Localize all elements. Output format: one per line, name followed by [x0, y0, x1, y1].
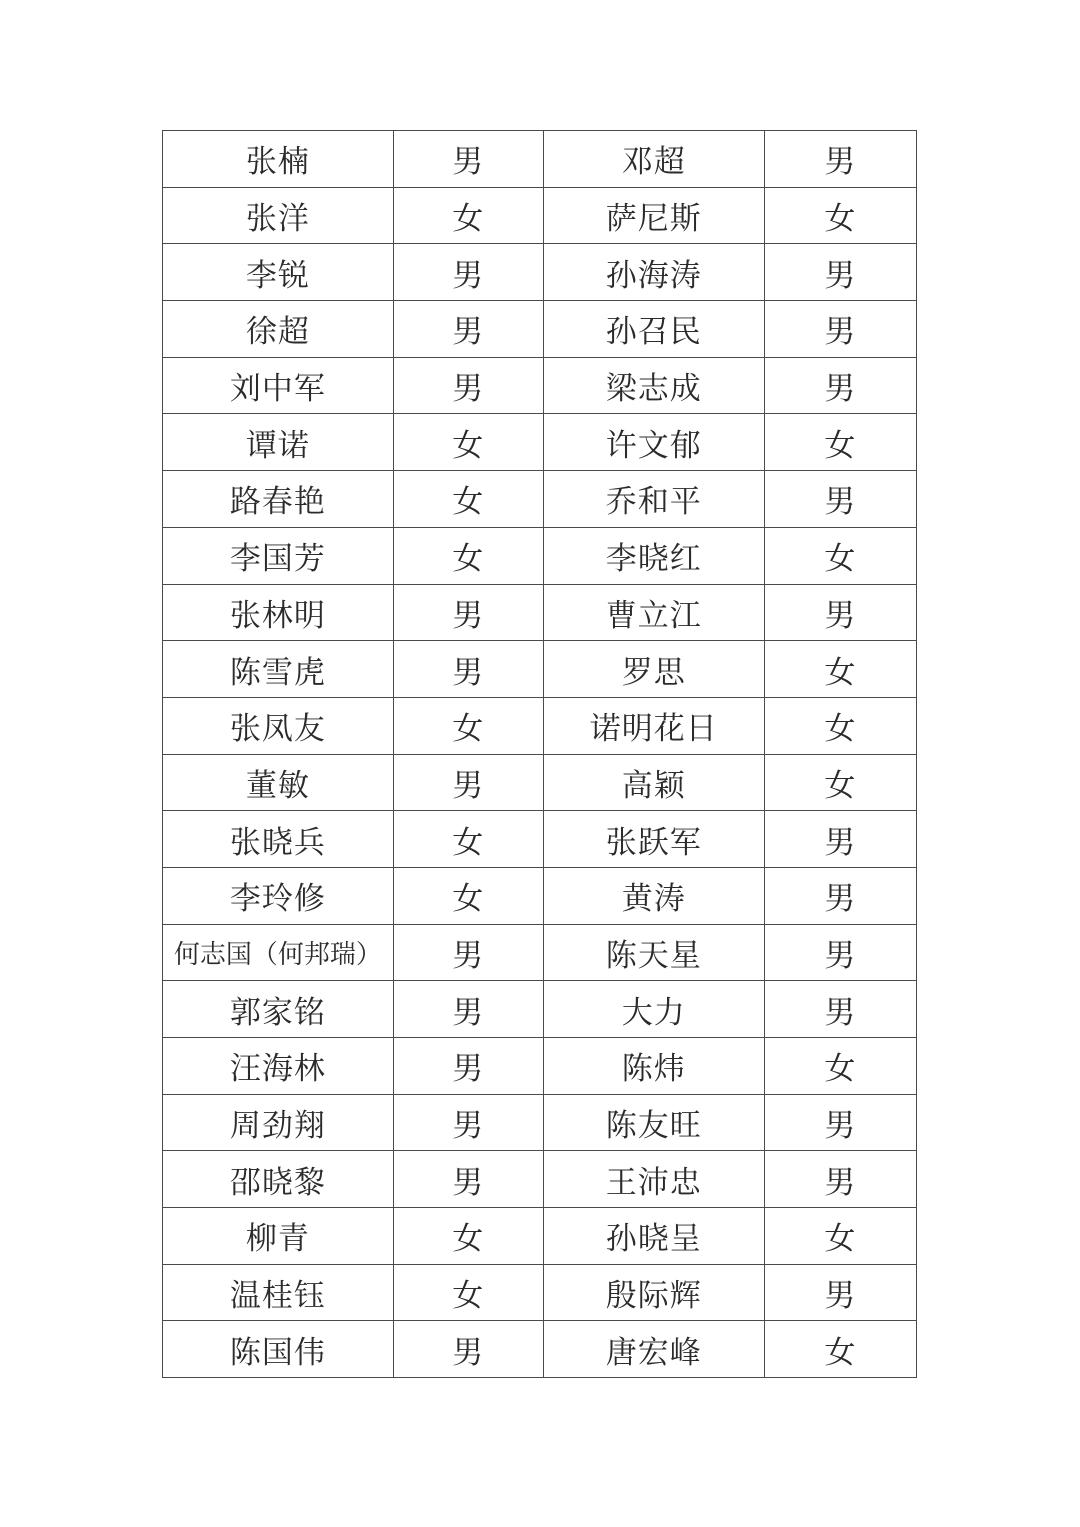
gender-cell: 男 — [764, 584, 916, 641]
name-cell: 陈友旺 — [543, 1094, 764, 1151]
name-cell: 殷际辉 — [543, 1264, 764, 1321]
name-cell: 诺明花日 — [543, 697, 764, 754]
gender-cell: 女 — [393, 811, 543, 868]
table-row — [163, 301, 917, 358]
table-row — [163, 244, 917, 301]
gender-cell: 女 — [393, 471, 543, 528]
table-row — [163, 357, 917, 414]
table-row — [163, 414, 917, 471]
gender-cell: 男 — [764, 867, 916, 924]
table-row — [163, 924, 917, 981]
name-cell: 何志国（何邦瑞） — [163, 924, 394, 981]
name-cell: 邓超 — [543, 131, 764, 188]
table-row — [163, 1038, 917, 1095]
gender-cell: 女 — [393, 1264, 543, 1321]
gender-cell: 男 — [764, 301, 916, 358]
gender-cell: 女 — [764, 1208, 916, 1265]
table-row — [163, 1264, 917, 1321]
gender-cell: 男 — [393, 1094, 543, 1151]
gender-cell: 男 — [764, 811, 916, 868]
name-cell: 黄涛 — [543, 867, 764, 924]
table-row — [163, 1151, 917, 1208]
gender-cell: 男 — [764, 244, 916, 301]
name-cell: 谭诺 — [163, 414, 394, 471]
name-cell: 张跃军 — [543, 811, 764, 868]
name-cell: 李晓红 — [543, 527, 764, 584]
gender-cell: 男 — [393, 924, 543, 981]
gender-cell: 女 — [393, 414, 543, 471]
name-cell: 孙海涛 — [543, 244, 764, 301]
name-cell: 张洋 — [163, 187, 394, 244]
name-cell: 曹立江 — [543, 584, 764, 641]
gender-cell: 男 — [393, 584, 543, 641]
table-row — [163, 1321, 917, 1378]
gender-cell: 女 — [764, 754, 916, 811]
gender-cell: 男 — [764, 924, 916, 981]
table-row — [163, 697, 917, 754]
gender-cell: 男 — [393, 1038, 543, 1095]
table-row — [163, 187, 917, 244]
name-cell: 李国芳 — [163, 527, 394, 584]
table-row — [163, 754, 917, 811]
table-row — [163, 584, 917, 641]
gender-cell: 男 — [764, 1094, 916, 1151]
gender-cell: 女 — [764, 1321, 916, 1378]
name-cell: 陈雪虎 — [163, 641, 394, 698]
name-cell: 路春艳 — [163, 471, 394, 528]
name-cell: 张晓兵 — [163, 811, 394, 868]
name-cell: 大力 — [543, 981, 764, 1038]
name-cell: 萨尼斯 — [543, 187, 764, 244]
gender-cell: 男 — [393, 244, 543, 301]
gender-cell: 男 — [764, 1151, 916, 1208]
gender-cell: 男 — [393, 1321, 543, 1378]
name-cell: 梁志成 — [543, 357, 764, 414]
gender-cell: 男 — [393, 301, 543, 358]
gender-cell: 女 — [764, 187, 916, 244]
name-cell: 张楠 — [163, 131, 394, 188]
name-cell: 刘中军 — [163, 357, 394, 414]
gender-cell: 男 — [393, 981, 543, 1038]
name-cell: 唐宏峰 — [543, 1321, 764, 1378]
table-row — [163, 527, 917, 584]
gender-cell: 男 — [393, 357, 543, 414]
gender-cell: 男 — [764, 131, 916, 188]
gender-cell: 女 — [393, 697, 543, 754]
roster-table — [162, 130, 917, 1378]
gender-cell: 女 — [764, 414, 916, 471]
name-cell: 李玲修 — [163, 867, 394, 924]
table-row — [163, 641, 917, 698]
name-cell: 陈国伟 — [163, 1321, 394, 1378]
name-cell: 郭家铭 — [163, 981, 394, 1038]
gender-cell: 男 — [764, 357, 916, 414]
gender-cell: 女 — [393, 187, 543, 244]
table-row — [163, 1094, 917, 1151]
name-cell: 张林明 — [163, 584, 394, 641]
table-row — [163, 131, 917, 188]
name-cell: 周劲翔 — [163, 1094, 394, 1151]
gender-cell: 男 — [393, 1151, 543, 1208]
name-cell: 邵晓黎 — [163, 1151, 394, 1208]
name-cell: 温桂钰 — [163, 1264, 394, 1321]
name-cell: 张凤友 — [163, 697, 394, 754]
name-cell: 许文郁 — [543, 414, 764, 471]
gender-cell: 女 — [764, 641, 916, 698]
gender-cell: 女 — [764, 1038, 916, 1095]
name-cell: 柳青 — [163, 1208, 394, 1265]
gender-cell: 女 — [393, 1208, 543, 1265]
name-cell: 徐超 — [163, 301, 394, 358]
table-row — [163, 1208, 917, 1265]
name-cell: 高颖 — [543, 754, 764, 811]
gender-cell: 男 — [764, 1264, 916, 1321]
name-cell: 乔和平 — [543, 471, 764, 528]
gender-cell: 女 — [764, 697, 916, 754]
table-row — [163, 811, 917, 868]
name-cell: 王沛忠 — [543, 1151, 764, 1208]
gender-cell: 男 — [393, 754, 543, 811]
name-cell: 孙晓呈 — [543, 1208, 764, 1265]
table-row — [163, 471, 917, 528]
table-row — [163, 867, 917, 924]
gender-cell: 女 — [764, 527, 916, 584]
gender-cell: 男 — [393, 641, 543, 698]
name-cell: 汪海林 — [163, 1038, 394, 1095]
roster-body — [163, 131, 917, 1378]
name-cell: 李锐 — [163, 244, 394, 301]
gender-cell: 女 — [393, 867, 543, 924]
table-row — [163, 981, 917, 1038]
name-cell: 陈炜 — [543, 1038, 764, 1095]
name-cell: 董敏 — [163, 754, 394, 811]
name-cell: 孙召民 — [543, 301, 764, 358]
gender-cell: 男 — [764, 471, 916, 528]
gender-cell: 女 — [393, 527, 543, 584]
name-cell: 罗思 — [543, 641, 764, 698]
name-cell: 陈天星 — [543, 924, 764, 981]
gender-cell: 男 — [764, 981, 916, 1038]
gender-cell: 男 — [393, 131, 543, 188]
